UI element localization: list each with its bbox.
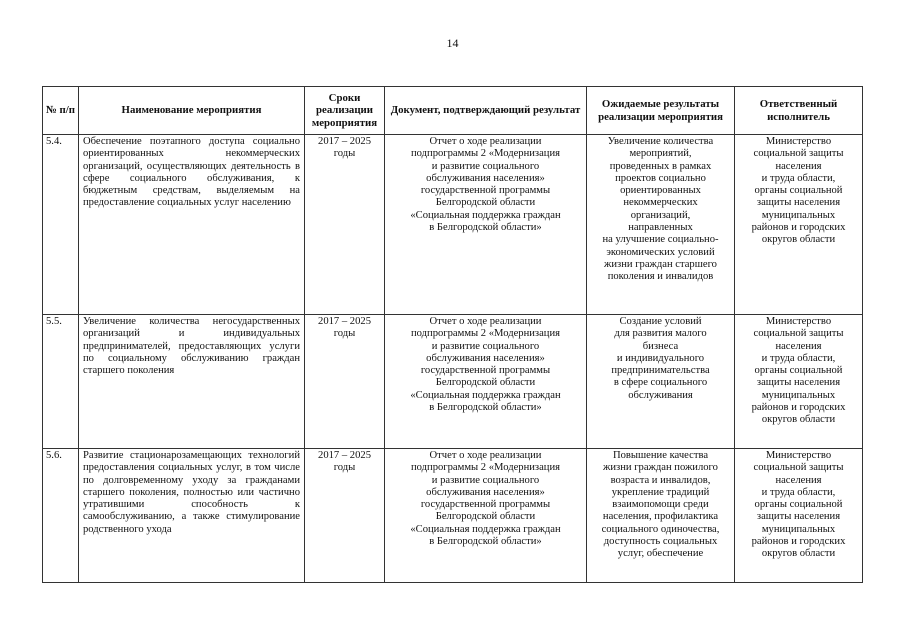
cell-line: и развитие социального bbox=[431, 340, 540, 352]
cell-line: подпрограммы 2 «Модернизация bbox=[410, 148, 561, 160]
cell-line: населения bbox=[775, 340, 822, 352]
cell-line: округов области bbox=[761, 234, 836, 246]
cell-line: бизнеса bbox=[642, 340, 679, 352]
cell-line: укрепление традиций bbox=[611, 486, 710, 498]
cell-line: некоммерческих bbox=[623, 197, 698, 209]
header-document: Документ, подтверждающий результат bbox=[385, 87, 587, 135]
cell-line: Отчет о ходе реализации bbox=[429, 316, 542, 327]
cell-line: районов и городских bbox=[751, 401, 846, 413]
cell-line: обслуживания населения» bbox=[426, 172, 545, 184]
cell-line: жизни граждан старшего bbox=[604, 258, 717, 270]
cell-line: на улучшение социально- bbox=[602, 234, 719, 246]
expected-result-cell bbox=[587, 449, 735, 583]
cell-line: округов области bbox=[761, 548, 836, 560]
cell-line: Отчет о ходе реализации bbox=[429, 450, 542, 461]
cell-line: органы социальной bbox=[754, 185, 843, 197]
table-row bbox=[43, 135, 863, 315]
cell-line: обслуживания населения» bbox=[426, 352, 545, 364]
activity-name: Увеличение количества негосударственных организаций и индивидуальных предпринимателей, предоставляющих услуги по социальному обслуживанию граждан старшего поколения bbox=[79, 315, 305, 449]
cell-line: Министерство bbox=[765, 450, 832, 461]
row-number: 5.6. bbox=[43, 449, 79, 583]
cell-line: социальной защиты bbox=[753, 328, 844, 340]
cell-line: Создание условий bbox=[619, 316, 702, 327]
cell-line: ориентированных bbox=[620, 185, 701, 197]
cell-line: обслуживания населения» bbox=[426, 486, 545, 498]
cell-line: муниципальных bbox=[761, 209, 836, 221]
cell-line: взаимопомощи среди bbox=[612, 499, 709, 511]
cell-line: и труда области, bbox=[761, 486, 836, 498]
cell-line: подпрограммы 2 «Модернизация bbox=[410, 462, 561, 474]
activity-name: Развитие стационарозамещающих технологий предоставления социальных услуг, в том числе по долговременному уходу за гражданами старшего поколения, полностью или частично утратившими способность к самообслуживанию, а также стимулирование родственного ухода bbox=[79, 449, 305, 583]
cell-line: Министерство bbox=[765, 316, 832, 327]
responsible-cell bbox=[735, 315, 863, 449]
document-cell bbox=[385, 449, 587, 583]
cell-line: организаций, bbox=[630, 209, 691, 221]
cell-line: экономических условий bbox=[606, 246, 715, 258]
cell-line: для развития малого bbox=[614, 328, 707, 340]
cell-line: подпрограммы 2 «Модернизация bbox=[410, 328, 561, 340]
cell-line: предпринимательства bbox=[611, 365, 710, 377]
cell-line: жизни граждан пожилого bbox=[603, 462, 718, 474]
cell-line: обслуживания bbox=[628, 389, 693, 401]
terms-cell: 2017 – 2025 годы bbox=[305, 449, 385, 583]
cell-line: в Белгородской области» bbox=[429, 401, 542, 413]
cell-line: мероприятий, bbox=[629, 148, 692, 160]
cell-line: населения, профилактика bbox=[602, 511, 719, 523]
cell-line: защиты населения bbox=[756, 511, 841, 523]
responsible-cell bbox=[735, 449, 863, 583]
cell-line: в Белгородской области» bbox=[429, 221, 542, 233]
terms-cell: 2017 – 2025 годы bbox=[305, 315, 385, 449]
cell-line: государственной программы bbox=[420, 365, 551, 377]
cell-line: «Социальная поддержка граждан bbox=[410, 209, 561, 221]
cell-line: проведенных в рамках bbox=[609, 160, 712, 172]
cell-line: районов и городских bbox=[751, 535, 846, 547]
cell-line: и труда области, bbox=[761, 172, 836, 184]
table-row bbox=[43, 449, 863, 583]
cell-line: Белгородской области bbox=[435, 197, 536, 209]
cell-line: возраста и инвалидов, bbox=[610, 474, 711, 486]
header-name: Наименование мероприятия bbox=[79, 87, 305, 135]
cell-line: органы социальной bbox=[754, 499, 843, 511]
page-number: 14 bbox=[446, 36, 459, 50]
document-cell bbox=[385, 315, 587, 449]
cell-line: муниципальных bbox=[761, 523, 836, 535]
cell-line: населения bbox=[775, 160, 822, 172]
expected-result-cell bbox=[587, 135, 735, 315]
cell-line: доступность социальных bbox=[603, 535, 718, 547]
cell-line: органы социальной bbox=[754, 365, 843, 377]
cell-line: Белгородской области bbox=[435, 377, 536, 389]
cell-line: населения bbox=[775, 474, 822, 486]
cell-line: районов и городских bbox=[751, 221, 846, 233]
cell-line: и развитие социального bbox=[431, 160, 540, 172]
responsible-cell bbox=[735, 135, 863, 315]
cell-line: Отчет о ходе реализации bbox=[429, 136, 542, 147]
cell-line: социального одиночества, bbox=[601, 523, 720, 535]
cell-line: государственной программы bbox=[420, 185, 551, 197]
cell-line: социальной защиты bbox=[753, 148, 844, 160]
cell-line: муниципальных bbox=[761, 389, 836, 401]
cell-line: округов области bbox=[761, 414, 836, 426]
cell-line: государственной программы bbox=[420, 499, 551, 511]
cell-line: Белгородской области bbox=[435, 511, 536, 523]
cell-line: социальной защиты bbox=[753, 462, 844, 474]
cell-line: и индивидуального bbox=[616, 352, 705, 364]
cell-line: защиты населения bbox=[756, 377, 841, 389]
activities-table bbox=[42, 86, 863, 583]
cell-line: услуг, обеспечение bbox=[617, 548, 704, 560]
cell-line: в Белгородской области» bbox=[429, 535, 542, 547]
cell-line: в сфере социального bbox=[613, 377, 708, 389]
terms-cell: 2017 – 2025 годы bbox=[305, 135, 385, 315]
cell-line: Повышение качества bbox=[612, 450, 709, 461]
cell-line: проектов социально bbox=[615, 172, 706, 184]
cell-line: поколения и инвалидов bbox=[607, 271, 714, 283]
cell-line: Министерство bbox=[765, 136, 832, 147]
cell-line: «Социальная поддержка граждан bbox=[410, 523, 561, 535]
activity-name: Обеспечение поэтапного доступа социально ориентированных некоммерческих организаций, осуществляющих деятельность в сфере социального обслуживания, к бюджетным средствам, выделяемым на предоставление социальных услуг населению bbox=[79, 135, 305, 315]
row-number: 5.5. bbox=[43, 315, 79, 449]
header-terms: Сроки реализации мероприятия bbox=[305, 87, 385, 135]
cell-line: и труда области, bbox=[761, 352, 836, 364]
table-row bbox=[43, 315, 863, 449]
cell-line: направленных bbox=[628, 221, 693, 233]
header-num: № п/п bbox=[43, 87, 79, 135]
header-responsible: Ответственный исполнитель bbox=[735, 87, 863, 135]
cell-line: защиты населения bbox=[756, 197, 841, 209]
cell-line: «Социальная поддержка граждан bbox=[410, 389, 561, 401]
header-expected: Ожидаемые результаты реализации мероприятия bbox=[587, 87, 735, 135]
cell-line: Увеличение количества bbox=[607, 136, 714, 147]
document-cell bbox=[385, 135, 587, 315]
table-header-row bbox=[43, 87, 863, 135]
row-number: 5.4. bbox=[43, 135, 79, 315]
cell-line: и развитие социального bbox=[431, 474, 540, 486]
expected-result-cell bbox=[587, 315, 735, 449]
